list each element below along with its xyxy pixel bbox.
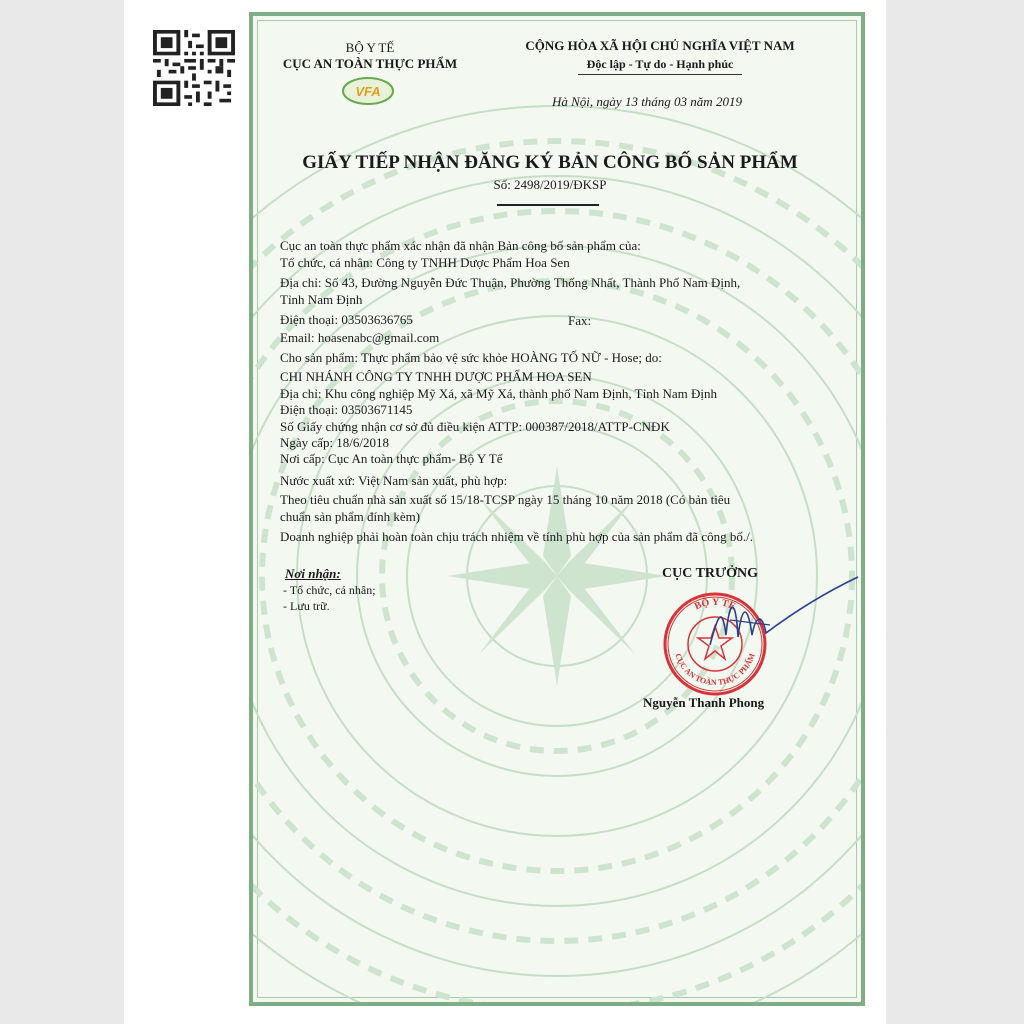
body-line: Điện thoại: 03503636765: [280, 312, 413, 327]
agency-name: CỤC AN TOÀN THỰC PHẨM: [282, 56, 458, 71]
signer-position: CỤC TRƯỞNG: [662, 566, 759, 581]
body-line: Ngày cấp: 18/6/2018: [280, 435, 390, 450]
qr-code: [153, 30, 235, 106]
body-line: Điện thoại: 03503671145: [280, 402, 413, 417]
place-and-date: Hà Nội, ngày 13 tháng 03 năm 2019: [552, 94, 742, 109]
motto-underline: [578, 74, 742, 75]
body-line: Cho sản phẩm: Thực phẩm bảo vệ sức khỏe HOÀNG TỐ NỮ - Hose; do:: [280, 350, 662, 365]
body-line: Theo tiêu chuẩn nhà sản xuất số 15/18-TCSP ngày 15 tháng 10 năm 2018 (Có bản tiêu: [280, 492, 731, 507]
document-title: GIẤY TIẾP NHẬN ĐĂNG KÝ BẢN CÔNG BỐ SẢN PHẨM: [302, 152, 798, 173]
body-line: Địa chỉ: Số 43, Đường Nguyễn Đức Thuận, Phường Thống Nhất, Thành Phố Nam Định,: [280, 275, 741, 290]
body-line: Doanh nghiệp phải hoàn toàn chịu trách nhiệm về tính phù hợp của sản phẩm đã công bố./.: [280, 529, 753, 544]
body-line: Nước xuất xứ: Việt Nam sản xuất, phù hợp:: [280, 473, 508, 488]
body-line: Nơi cấp: Cục An toàn thực phẩm- Bộ Y Tế: [280, 451, 503, 466]
national-motto: Độc lập - Tự do - Hạnh phúc: [586, 57, 734, 71]
recipient-item: - Lưu trữ.: [283, 599, 330, 613]
vfa-logo-text: VFA: [355, 84, 381, 99]
recipients-heading: Nơi nhận:: [285, 566, 341, 581]
stamp-bottom-text: CỤC AN TOÀN THỰC PHẨM: [673, 652, 757, 688]
body-line: CHI NHÁNH CÔNG TY TNHH DƯỢC PHẨM HOA SEN: [280, 369, 592, 384]
stamp-top-text: BỘ Y TẾ: [692, 596, 738, 613]
body-line: Số Giấy chứng nhận cơ sở đủ điều kiện ATTP: 000387/2018/ATTP-CNĐK: [280, 419, 670, 434]
country-name: CỘNG HÒA XÃ HỘI CHỦ NGHĨA VIỆT NAM: [525, 38, 795, 53]
signer-name: Nguyễn Thanh Phong: [643, 695, 765, 710]
fax-label: Fax:: [568, 313, 592, 328]
body-line: Tổ chức, cá nhân: Công ty TNHH Dược Phẩm Hoa Sen: [280, 255, 570, 270]
body-line: Tỉnh Nam Định: [280, 292, 363, 307]
recipient-item: - Tổ chức, cá nhân;: [283, 583, 376, 597]
handwritten-signature: [700, 575, 860, 665]
title-divider: [497, 204, 599, 206]
body-line: Địa chỉ: Khu công nghiệp Mỹ Xá, xã Mỹ Xá, thành phố Nam Định, Tỉnh Nam Định: [280, 386, 717, 401]
document-number: Số: 2498/2019/ĐKSP: [493, 177, 607, 192]
body-line: chuẩn sản phẩm đính kèm): [280, 509, 421, 524]
vfa-logo: [341, 76, 395, 106]
ministry-name: BỘ Y TẾ: [345, 40, 395, 55]
body-line: Cục an toàn thực phẩm xác nhận đã nhận Bản công bố sản phẩm của:: [280, 238, 641, 253]
body-line: Email: hoasenabc@gmail.com: [280, 330, 440, 345]
